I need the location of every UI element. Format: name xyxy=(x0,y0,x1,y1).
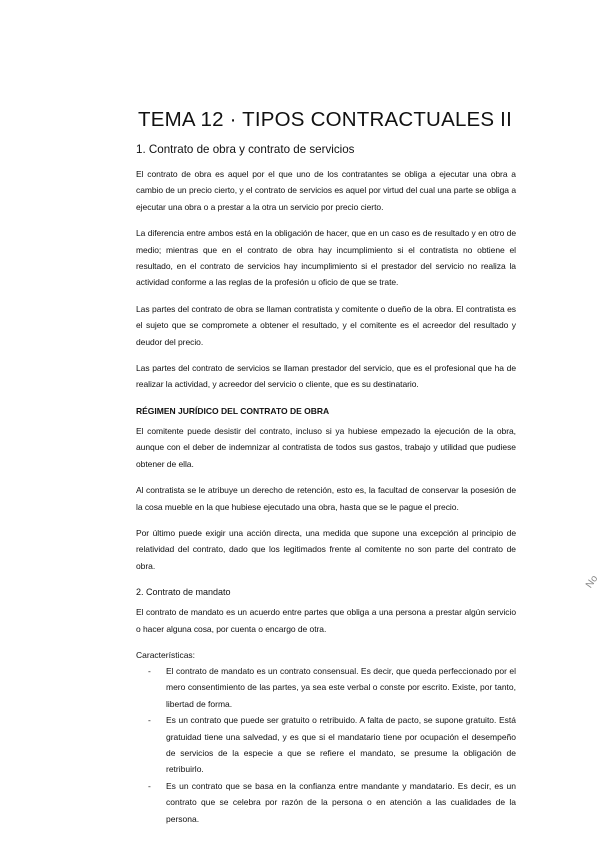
regimen-heading: RÉGIMEN JURÍDICO DEL CONTRATO DE OBRA xyxy=(136,405,330,416)
features-list xyxy=(136,663,516,827)
section-1-paragraph-3: Las partes del contrato de obra se llaman contratista y comitente o dueño de la obra. El contratista es el sujeto que se compromete a obtener el resultado, y el comitente es el acreedor del resultado y deudor del precio. xyxy=(136,303,516,347)
bullet-dash: - xyxy=(148,715,151,726)
list-item xyxy=(136,663,516,712)
bullet-dash: - xyxy=(148,665,151,676)
list-item xyxy=(136,712,516,778)
regimen-paragraph-3: Por último puede exigir una acción directa, una medida que supone una excepción al principio de relatividad del contrato, dado que los legitimados frente al comitente no son parte del contrato de obra. xyxy=(136,527,516,571)
section-1-paragraph-2: La diferencia entre ambos está en la obligación de hacer, que en un caso es de resultado y en otro de medio; mientras que en el contrato de obra hay incumplimiento si el contratista no obtiene el resultado, en el contrato de servicios hay incumplimiento si el prestador del servicio no realiza la actividad conforme a las reglas de la profesión u oficio de que se trate. xyxy=(136,228,516,288)
margin-note: No xyxy=(584,573,600,591)
feature-text: Es un contrato que puede ser gratuito o retribuido. A falta de pacto, se supone gratuito. Está gratuidad tiene una salvedad, y es que si el mandatario tiene por ocupación el desempeño de servicios de la especie a que se refiere el mandato, se presume la obligación de retribuirlo. xyxy=(166,715,516,775)
list-item xyxy=(136,778,516,827)
section-1-paragraph-1: El contrato de obra es aquel por el que uno de los contratantes se obliga a ejecutar una obra a cambio de un precio cierto, y el contrato de servicios es aquel por virtud del cual una parte se obliga a ejecutar una obra o a prestar a la otra un servicio por precio cierto. xyxy=(136,169,516,212)
feature-text: Es un contrato que se basa en la confianza entre mandante y mandatario. Es decir, es un contrato que se celebra por razón de la persona o en atención a las cualidades de la persona. xyxy=(166,780,516,824)
section-2-heading: 2. Contrato de mandato xyxy=(136,587,231,598)
feature-text: El contrato de mandato es un contrato consensual. Es decir, que queda perfeccionado por el mero consentimiento de las partes, ya sea este verbal o conste por escrito. Existe, por tanto, libertad de forma. xyxy=(166,665,516,709)
section-2-paragraph: El contrato de mandato es un acuerdo entre partes que obliga a una persona a prestar algún servicio o hacer alguna cosa, por cuenta o encargo de otra. xyxy=(136,607,516,634)
features-label: Características: xyxy=(136,649,196,660)
regimen-paragraph-1: El comitente puede desistir del contrato, incluso si ya hubiese empezado la ejecución de la obra, aunque con el deber de indemnizar al contratista de todos sus gastos, trabajo y utilidad que pudiese obtener de ella. xyxy=(136,425,516,469)
section-1-paragraph-4: Las partes del contrato de servicios se llaman prestador del servicio, que es el profesional que ha de realizar la actividad, y acreedor del servicio o cliente, que es su destinatario. xyxy=(136,363,516,390)
document-body xyxy=(136,143,516,827)
bullet-dash: - xyxy=(148,780,151,791)
section-1-heading: 1. Contrato de obra y contrato de servicios xyxy=(136,143,355,156)
page-title: TEMA 12 · TIPOS CONTRACTUALES II xyxy=(138,108,512,131)
regimen-paragraph-2: Al contratista se le atribuye un derecho de retención, esto es, la facultad de conservar la posesión de la cosa mueble en la que hubiese ejecutado una obra, hasta que se le pague el precio. xyxy=(136,485,516,512)
